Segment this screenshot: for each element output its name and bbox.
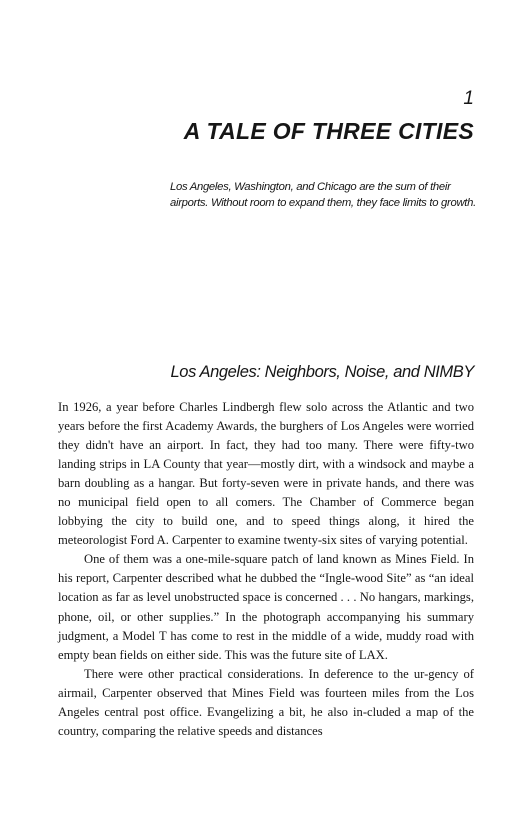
chapter-epigraph: Los Angeles, Washington, and Chicago are the sum of their airports. Without room to expand them, they face limits to growth. xyxy=(170,181,476,209)
chapter-title: A TALE OF THREE CITIES xyxy=(183,118,474,144)
paragraph: In 1926, a year before Charles Lindbergh flew solo across the Atlantic and two years before the first Academy Awards, the burghers of Los Angeles were worried they didn't have an airport. In fact, they had too many. There were fifty-two landing strips in LA County that year—mostly dirt, with a windsock and maybe a barn doubling as a hangar. But forty-seven were in private hands, and there was no municipal field open to all comers. The Chamber of Commerce began lobbying the city to build one, and to speed things along, it hired the meteorologist Ford A. Carpenter to examine twenty-six sites of varying potential. xyxy=(58,400,474,548)
section-heading: Los Angeles: Neighbors, Noise, and NIMBY xyxy=(170,363,474,381)
body-text xyxy=(58,398,474,741)
chapter-number: 1 xyxy=(463,88,474,109)
paragraph: There were other practical considerations. In deference to the ur-gency of airmail, Carpenter observed that Mines Field was fourteen miles from the Los Angeles central post office. Evangelizing a bit, he also in-cluded a map of the country, comparing the relative speeds and distances xyxy=(58,666,474,738)
paragraph: One of them was a one-mile-square patch of land known as Mines Field. In his report, Carpenter described what he dubbed the “Ingle-wood Site” as “an ideal location as far as level unobstructed space is concerned . . . No hangars, markings, phone, oil, or other supplies.” In the photograph accompanying his summary judgment, a Model T has come to rest in the middle of a wide, muddy road with empty bean fields on either side. This was the future site of LAX. xyxy=(58,552,474,662)
